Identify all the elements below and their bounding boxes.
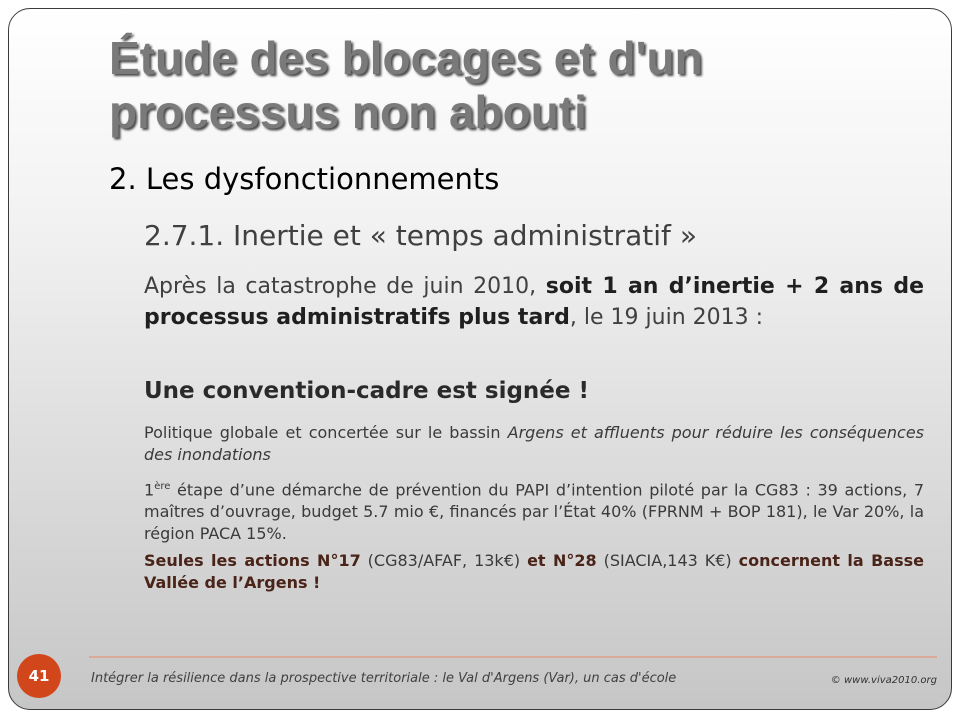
main-paragraph xyxy=(144,271,924,333)
bullet-etape-num: 1 xyxy=(144,480,155,500)
bullet-politique-text: Politique globale et concertée sur le bassin xyxy=(144,423,501,442)
main-paragraph-end: , le 19 juin 2013 : xyxy=(569,305,764,330)
bullet-actions-bold3: concernent la Basse Vallée de l’Argens ! xyxy=(144,551,924,592)
bullet-etape-text: étape d’une démarche de prévention du PAPI d’intention piloté par la CG83 : 39 actions, 7 maîtres d’ouvrage, budget 5.7 mio €, financés par l’État 40% (FPRNM + BOP 181), le Var 20%, la région PACA 15%. xyxy=(144,480,925,544)
slide xyxy=(8,8,952,710)
copyright-notice: © www.viva2010.org xyxy=(830,675,937,686)
bullet-etape xyxy=(144,476,924,545)
page-number-badge: 41 xyxy=(17,654,61,698)
bullet-actions xyxy=(144,550,924,594)
bullet-actions-text1: (CG83/AFAF, 13k€) xyxy=(367,551,521,570)
section-heading: 2.7.1. Inertie et « temps administratif » xyxy=(144,219,697,252)
slide-title: Étude des blocages et d'un processus non abouti xyxy=(109,32,703,138)
bullet-politique xyxy=(144,422,924,466)
convention-statement: Une convention-cadre est signée ! xyxy=(144,378,589,404)
main-paragraph-bold: soit 1 an d’inertie + 2 ans de processus administratifs plus tard xyxy=(144,274,924,330)
bullet-actions-bold2: et N°28 xyxy=(527,551,597,570)
bullet-actions-bold1: Seules les actions N°17 xyxy=(144,551,361,570)
bullet-actions-text2: (SIACIA,143 K€) xyxy=(603,551,732,570)
bullet-politique-italic: Argens et affluents pour réduire les conséquences des inondations xyxy=(144,423,925,464)
slide-subtitle: 2. Les dysfonctionnements xyxy=(109,162,500,196)
bullet-etape-sup: ère xyxy=(154,481,171,492)
footer-text: Intégrer la résilience dans la prospective territoriale : le Val d'Argens (Var), un cas d'école xyxy=(91,671,677,686)
main-paragraph-intro: Après la catastrophe de juin 2010, xyxy=(144,274,537,299)
footer-divider xyxy=(89,656,937,658)
